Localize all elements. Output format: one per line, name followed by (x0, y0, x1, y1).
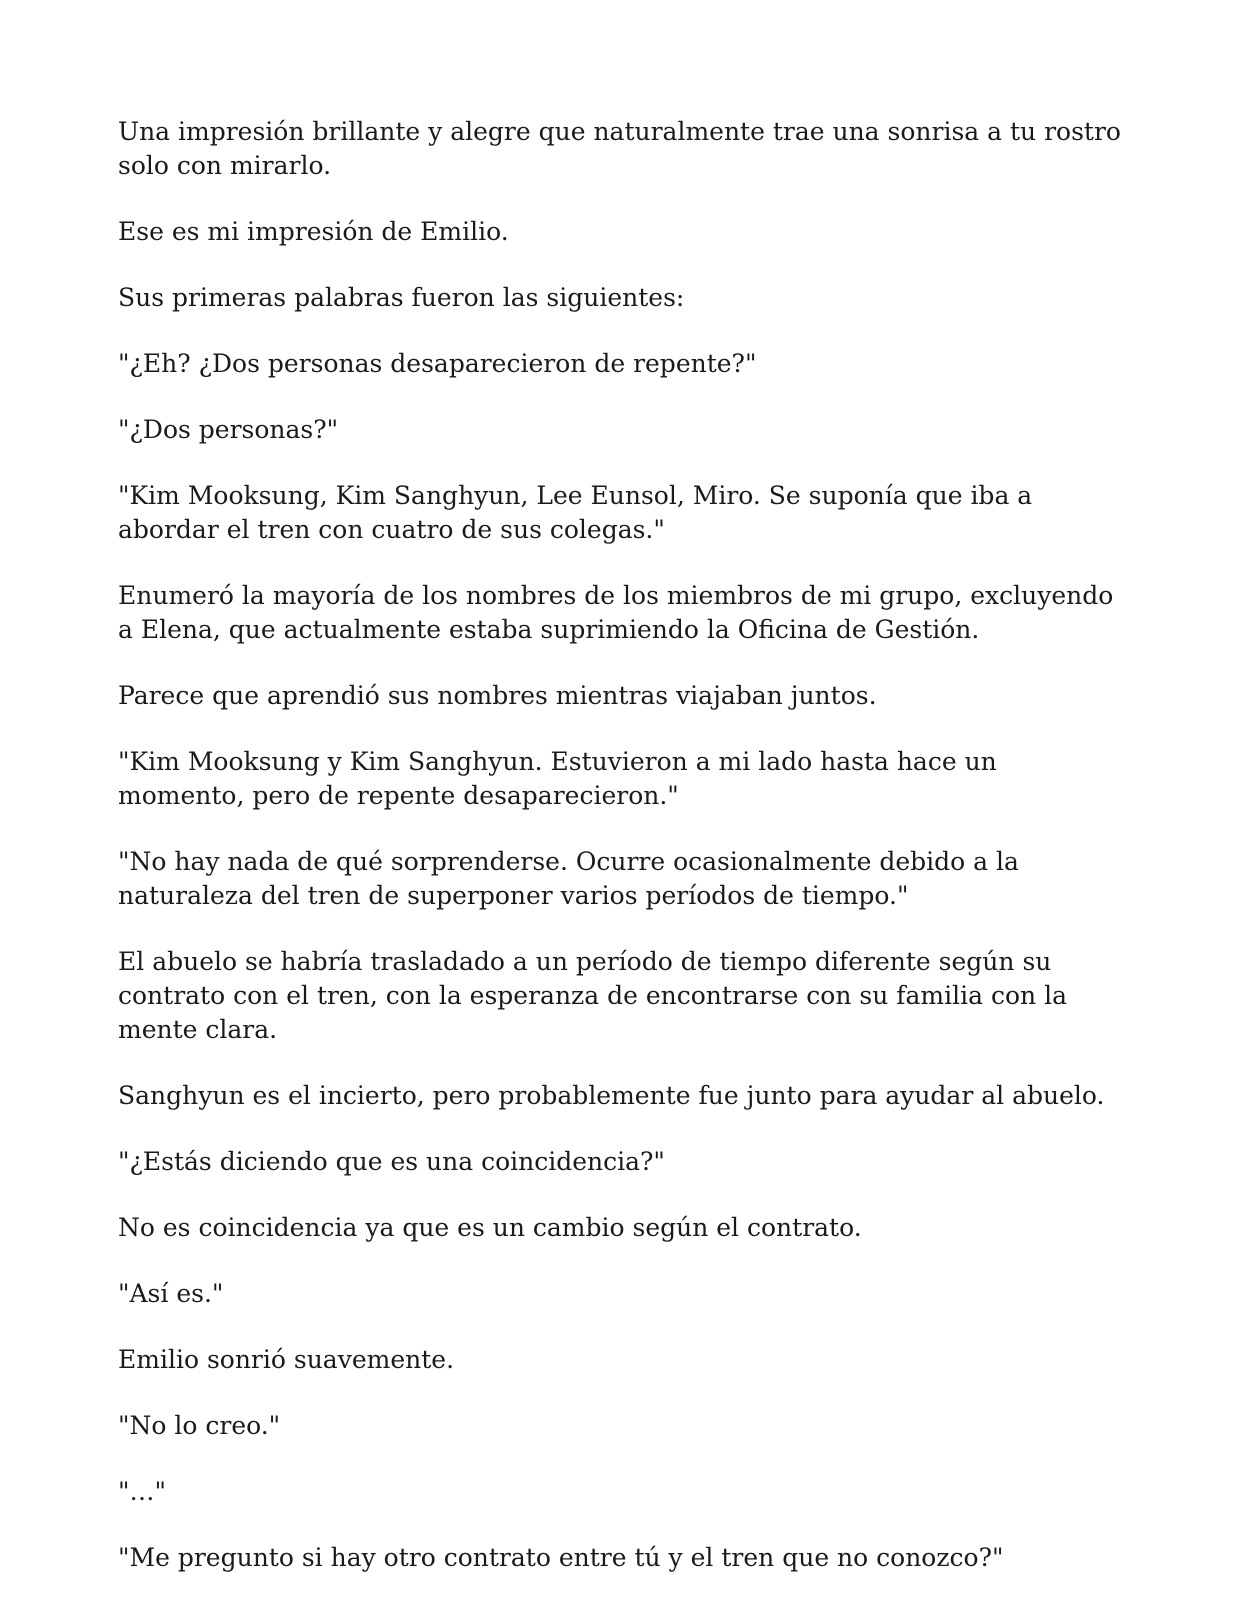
paragraph: Emilio sonrió suavemente. (118, 1345, 455, 1374)
paragraph: Ese es mi impresión de Emilio. (118, 217, 509, 246)
paragraph: "¿Estás diciendo que es una coincidencia?" (118, 1147, 665, 1176)
document-body (118, 115, 1123, 1607)
paragraph: "…" (118, 1477, 166, 1506)
paragraph: "No hay nada de qué sorprenderse. Ocurre ocasionalmente debido a la naturaleza del tren de superponer varios períodos de tiempo." (118, 847, 1019, 910)
paragraph: No es coincidencia ya que es un cambio según el contrato. (118, 1213, 862, 1242)
paragraph: "Así es." (118, 1279, 224, 1308)
paragraph: "Kim Mooksung y Kim Sanghyun. Estuvieron a mi lado hasta hace un momento, pero de repente desaparecieron." (118, 747, 997, 810)
paragraph: "¿Eh? ¿Dos personas desaparecieron de repente?" (118, 349, 757, 378)
paragraph: El abuelo se habría trasladado a un período de tiempo diferente según su contrato con el tren, con la esperanza de encontrarse con su familia con la mente clara. (118, 947, 1067, 1044)
paragraph: Enumeró la mayoría de los nombres de los miembros de mi grupo, excluyendo a Elena, que actualmente estaba suprimiendo la Oficina de Gestión. (118, 581, 1114, 644)
paragraph: Parece que aprendió sus nombres mientras viajaban juntos. (118, 681, 877, 710)
paragraph: Sus primeras palabras fueron las siguientes: (118, 283, 685, 312)
paragraph: Una impresión brillante y alegre que naturalmente trae una sonrisa a tu rostro solo con mirarlo. (118, 117, 1121, 180)
paragraph: "No lo creo." (118, 1411, 281, 1440)
paragraph: "Me pregunto si hay otro contrato entre tú y el tren que no conozco?" (118, 1543, 1004, 1572)
paragraph: "Kim Mooksung, Kim Sanghyun, Lee Eunsol, Miro. Se suponía que iba a abordar el tren con cuatro de sus colegas." (118, 481, 1033, 544)
paragraph: Sanghyun es el incierto, pero probablemente fue junto para ayudar al abuelo. (118, 1081, 1105, 1110)
paragraph: "¿Dos personas?" (118, 415, 339, 444)
